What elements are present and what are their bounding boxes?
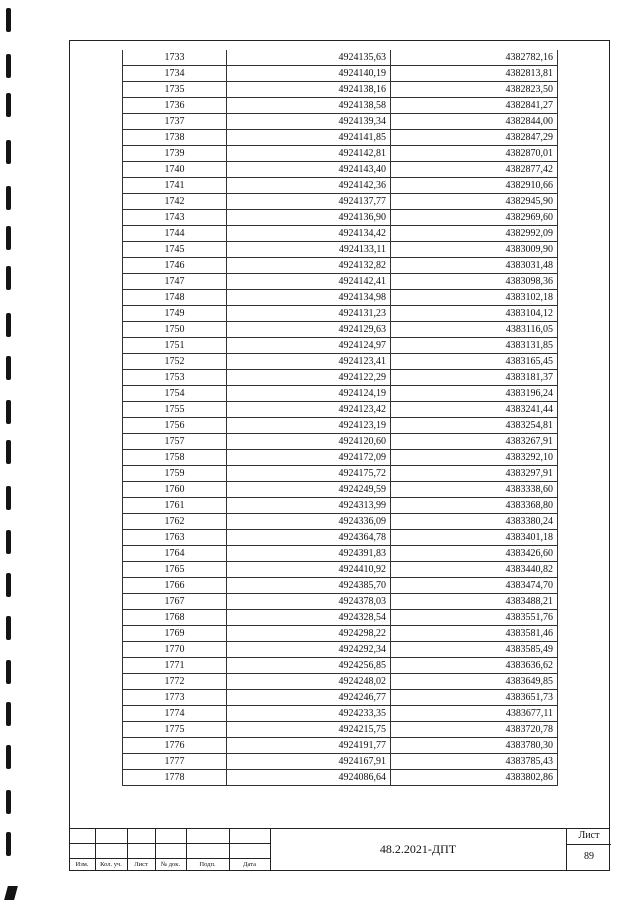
- point-number-cell: 1752: [123, 354, 227, 370]
- y-coordinate-cell: 4383474,70: [391, 578, 558, 594]
- x-coordinate-cell: 4924246,77: [227, 690, 391, 706]
- point-number-cell: 1758: [123, 450, 227, 466]
- x-coordinate-cell: 4924233,35: [227, 706, 391, 722]
- table-row: [123, 146, 558, 162]
- table-row: [123, 194, 558, 210]
- point-number-cell: 1745: [123, 242, 227, 258]
- binding-hole: [6, 486, 11, 510]
- x-coordinate-cell: 4924124,19: [227, 386, 391, 402]
- table-row: [123, 370, 558, 386]
- binding-hole: [6, 440, 11, 464]
- y-coordinate-cell: 4382847,29: [391, 130, 558, 146]
- point-number-cell: 1775: [123, 722, 227, 738]
- point-number-cell: 1760: [123, 482, 227, 498]
- point-number-cell: 1747: [123, 274, 227, 290]
- binding-hole: [6, 313, 11, 337]
- table-row: [123, 498, 558, 514]
- x-coordinate-cell: 4924328,54: [227, 610, 391, 626]
- document-code: 48.2.2021-ДПТ: [379, 842, 457, 856]
- table-row: [123, 482, 558, 498]
- y-coordinate-cell: 4382969,60: [391, 210, 558, 226]
- y-coordinate-cell: 4383426,60: [391, 546, 558, 562]
- x-coordinate-cell: 4924123,19: [227, 418, 391, 434]
- x-coordinate-cell: 4924120,60: [227, 434, 391, 450]
- table-row: [123, 466, 558, 482]
- point-number-cell: 1765: [123, 562, 227, 578]
- y-coordinate-cell: 4383338,60: [391, 482, 558, 498]
- y-coordinate-cell: 4383720,78: [391, 722, 558, 738]
- point-number-cell: 1778: [123, 770, 227, 786]
- y-coordinate-cell: 4383551,76: [391, 610, 558, 626]
- x-coordinate-cell: 4924137,77: [227, 194, 391, 210]
- label-podp: Подп.: [199, 861, 216, 868]
- x-coordinate-cell: 4924123,41: [227, 354, 391, 370]
- y-coordinate-cell: 4383785,43: [391, 754, 558, 770]
- table-row: [123, 450, 558, 466]
- point-number-cell: 1768: [123, 610, 227, 626]
- binding-hole: [6, 530, 11, 554]
- y-coordinate-cell: 4382945,90: [391, 194, 558, 210]
- y-coordinate-cell: 4383009,90: [391, 242, 558, 258]
- y-coordinate-cell: 4383031,48: [391, 258, 558, 274]
- binding-hole: [6, 400, 11, 424]
- point-number-cell: 1762: [123, 514, 227, 530]
- x-coordinate-cell: 4924142,36: [227, 178, 391, 194]
- y-coordinate-cell: 4383677,11: [391, 706, 558, 722]
- table-row: [123, 50, 558, 66]
- x-coordinate-cell: 4924191,77: [227, 738, 391, 754]
- table-row: [123, 722, 558, 738]
- table-row: [123, 178, 558, 194]
- table-row: [123, 594, 558, 610]
- point-number-cell: 1738: [123, 130, 227, 146]
- table-row: [123, 130, 558, 146]
- y-coordinate-cell: 4383267,91: [391, 434, 558, 450]
- y-coordinate-cell: 4383368,80: [391, 498, 558, 514]
- revision-cells: [69, 828, 271, 871]
- x-coordinate-cell: 4924336,09: [227, 514, 391, 530]
- table-row: [123, 66, 558, 82]
- table-row: [123, 242, 558, 258]
- table-row: [123, 98, 558, 114]
- point-number-cell: 1776: [123, 738, 227, 754]
- point-number-cell: 1767: [123, 594, 227, 610]
- x-coordinate-cell: 4924175,72: [227, 466, 391, 482]
- point-number-cell: 1761: [123, 498, 227, 514]
- y-coordinate-cell: 4382782,16: [391, 50, 558, 66]
- x-coordinate-cell: 4924172,09: [227, 450, 391, 466]
- binding-hole: [6, 702, 11, 726]
- label-doc-no: № док.: [160, 861, 181, 868]
- binding-hole: [6, 93, 11, 117]
- x-coordinate-cell: 4924143,40: [227, 162, 391, 178]
- table-row: [123, 514, 558, 530]
- x-coordinate-cell: 4924132,82: [227, 258, 391, 274]
- binding-hole: [6, 8, 11, 32]
- y-coordinate-cell: 4382992,09: [391, 226, 558, 242]
- label-izm: Изм.: [75, 861, 89, 868]
- x-coordinate-cell: 4924142,81: [227, 146, 391, 162]
- sheet-box: [566, 828, 611, 871]
- y-coordinate-cell: 4383241,44: [391, 402, 558, 418]
- y-coordinate-cell: 4383181,37: [391, 370, 558, 386]
- point-number-cell: 1740: [123, 162, 227, 178]
- y-coordinate-cell: 4383292,10: [391, 450, 558, 466]
- sheet-number: 89: [584, 851, 594, 862]
- y-coordinate-cell: 4383098,36: [391, 274, 558, 290]
- binding-hole: [6, 266, 11, 290]
- table-row: [123, 402, 558, 418]
- point-number-cell: 1754: [123, 386, 227, 402]
- table-row: [123, 770, 558, 786]
- y-coordinate-cell: 4382823,50: [391, 82, 558, 98]
- point-number-cell: 1750: [123, 322, 227, 338]
- point-number-cell: 1757: [123, 434, 227, 450]
- point-number-cell: 1763: [123, 530, 227, 546]
- y-coordinate-cell: 4383165,45: [391, 354, 558, 370]
- table-row: [123, 322, 558, 338]
- point-number-cell: 1777: [123, 754, 227, 770]
- binding-hole: [6, 54, 11, 78]
- table-row: [123, 610, 558, 626]
- y-coordinate-cell: 4382813,81: [391, 66, 558, 82]
- point-number-cell: 1772: [123, 674, 227, 690]
- binding-hole: [6, 745, 11, 769]
- x-coordinate-cell: 4924138,16: [227, 82, 391, 98]
- table-row: [123, 626, 558, 642]
- point-number-cell: 1749: [123, 306, 227, 322]
- point-number-cell: 1746: [123, 258, 227, 274]
- x-coordinate-cell: 4924385,70: [227, 578, 391, 594]
- binding-hole: [6, 573, 11, 597]
- sheet-label: Лист: [567, 828, 611, 845]
- x-coordinate-cell: 4924133,11: [227, 242, 391, 258]
- table-row: [123, 706, 558, 722]
- y-coordinate-cell: 4383116,05: [391, 322, 558, 338]
- x-coordinate-cell: 4924391,83: [227, 546, 391, 562]
- y-coordinate-cell: 4382910,66: [391, 178, 558, 194]
- y-coordinate-cell: 4383297,91: [391, 466, 558, 482]
- x-coordinate-cell: 4924136,90: [227, 210, 391, 226]
- point-number-cell: 1771: [123, 658, 227, 674]
- x-coordinate-cell: 4924134,42: [227, 226, 391, 242]
- label-data: Дата: [243, 861, 256, 868]
- x-coordinate-cell: 4924134,98: [227, 290, 391, 306]
- table-row: [123, 162, 558, 178]
- table-row: [123, 674, 558, 690]
- x-coordinate-cell: 4924140,19: [227, 66, 391, 82]
- table-row: [123, 114, 558, 130]
- y-coordinate-cell: 4383131,85: [391, 338, 558, 354]
- x-coordinate-cell: 4924313,99: [227, 498, 391, 514]
- point-number-cell: 1773: [123, 690, 227, 706]
- point-number-cell: 1770: [123, 642, 227, 658]
- title-block: [69, 828, 610, 871]
- y-coordinate-cell: 4383802,86: [391, 770, 558, 786]
- x-coordinate-cell: 4924167,91: [227, 754, 391, 770]
- point-number-cell: 1735: [123, 82, 227, 98]
- table-row: [123, 434, 558, 450]
- binding-holes: [0, 0, 20, 905]
- point-number-cell: 1742: [123, 194, 227, 210]
- binding-hole: [6, 790, 11, 814]
- point-number-cell: 1769: [123, 626, 227, 642]
- point-number-cell: 1737: [123, 114, 227, 130]
- label-list: Лист: [134, 861, 148, 868]
- x-coordinate-cell: 4924248,02: [227, 674, 391, 690]
- table-row: [123, 562, 558, 578]
- table-row: [123, 546, 558, 562]
- table-row: [123, 386, 558, 402]
- y-coordinate-cell: 4383651,73: [391, 690, 558, 706]
- point-number-cell: 1736: [123, 98, 227, 114]
- table-row: [123, 82, 558, 98]
- binding-hole: [6, 660, 11, 684]
- point-number-cell: 1764: [123, 546, 227, 562]
- point-number-cell: 1741: [123, 178, 227, 194]
- y-coordinate-cell: 4383380,24: [391, 514, 558, 530]
- x-coordinate-cell: 4924129,63: [227, 322, 391, 338]
- table-row: [123, 226, 558, 242]
- y-coordinate-cell: 4382870,01: [391, 146, 558, 162]
- point-number-cell: 1755: [123, 402, 227, 418]
- point-number-cell: 1748: [123, 290, 227, 306]
- table-row: [123, 754, 558, 770]
- point-number-cell: 1739: [123, 146, 227, 162]
- point-number-cell: 1774: [123, 706, 227, 722]
- y-coordinate-cell: 4383401,18: [391, 530, 558, 546]
- x-coordinate-cell: 4924298,22: [227, 626, 391, 642]
- binding-hole: [6, 186, 11, 210]
- table-row: [123, 690, 558, 706]
- table-row: [123, 274, 558, 290]
- y-coordinate-cell: 4383585,49: [391, 642, 558, 658]
- table-row: [123, 290, 558, 306]
- x-coordinate-cell: 4924124,97: [227, 338, 391, 354]
- y-coordinate-cell: 4383254,81: [391, 418, 558, 434]
- coordinates-table: [122, 50, 558, 786]
- table-row: [123, 338, 558, 354]
- table-row: [123, 306, 558, 322]
- point-number-cell: 1733: [123, 50, 227, 66]
- binding-hole: [6, 356, 11, 380]
- y-coordinate-cell: 4383102,18: [391, 290, 558, 306]
- x-coordinate-cell: 4924138,58: [227, 98, 391, 114]
- point-number-cell: 1734: [123, 66, 227, 82]
- x-coordinate-cell: 4924122,29: [227, 370, 391, 386]
- point-number-cell: 1753: [123, 370, 227, 386]
- x-coordinate-cell: 4924378,03: [227, 594, 391, 610]
- table-row: [123, 258, 558, 274]
- x-coordinate-cell: 4924123,42: [227, 402, 391, 418]
- point-number-cell: 1759: [123, 466, 227, 482]
- y-coordinate-cell: 4383488,21: [391, 594, 558, 610]
- y-coordinate-cell: 4383104,12: [391, 306, 558, 322]
- binding-hole: [6, 140, 11, 164]
- y-coordinate-cell: 4383196,24: [391, 386, 558, 402]
- point-number-cell: 1743: [123, 210, 227, 226]
- binding-hole: [6, 616, 11, 640]
- table-row: [123, 530, 558, 546]
- table-row: [123, 354, 558, 370]
- table-row: [123, 738, 558, 754]
- x-coordinate-cell: 4924215,75: [227, 722, 391, 738]
- x-coordinate-cell: 4924086,64: [227, 770, 391, 786]
- binding-hole: [6, 832, 11, 856]
- x-coordinate-cell: 4924135,63: [227, 50, 391, 66]
- table-row: [123, 578, 558, 594]
- label-kol-uch: Кол. уч.: [100, 861, 122, 868]
- x-coordinate-cell: 4924410,92: [227, 562, 391, 578]
- y-coordinate-cell: 4382844,00: [391, 114, 558, 130]
- table-row: [123, 642, 558, 658]
- y-coordinate-cell: 4382841,27: [391, 98, 558, 114]
- binding-hole: [6, 226, 11, 250]
- table-row: [123, 418, 558, 434]
- x-coordinate-cell: 4924141,85: [227, 130, 391, 146]
- point-number-cell: 1766: [123, 578, 227, 594]
- x-coordinate-cell: 4924256,85: [227, 658, 391, 674]
- y-coordinate-cell: 4383581,46: [391, 626, 558, 642]
- x-coordinate-cell: 4924142,41: [227, 274, 391, 290]
- point-number-cell: 1744: [123, 226, 227, 242]
- table-row: [123, 658, 558, 674]
- x-coordinate-cell: 4924139,34: [227, 114, 391, 130]
- y-coordinate-cell: 4383440,82: [391, 562, 558, 578]
- y-coordinate-cell: 4383636,62: [391, 658, 558, 674]
- x-coordinate-cell: 4924364,78: [227, 530, 391, 546]
- y-coordinate-cell: 4383649,85: [391, 674, 558, 690]
- x-coordinate-cell: 4924131,23: [227, 306, 391, 322]
- table-row: [123, 210, 558, 226]
- y-coordinate-cell: 4383780,30: [391, 738, 558, 754]
- point-number-cell: 1756: [123, 418, 227, 434]
- x-coordinate-cell: 4924249,59: [227, 482, 391, 498]
- y-coordinate-cell: 4382877,42: [391, 162, 558, 178]
- point-number-cell: 1751: [123, 338, 227, 354]
- x-coordinate-cell: 4924292,34: [227, 642, 391, 658]
